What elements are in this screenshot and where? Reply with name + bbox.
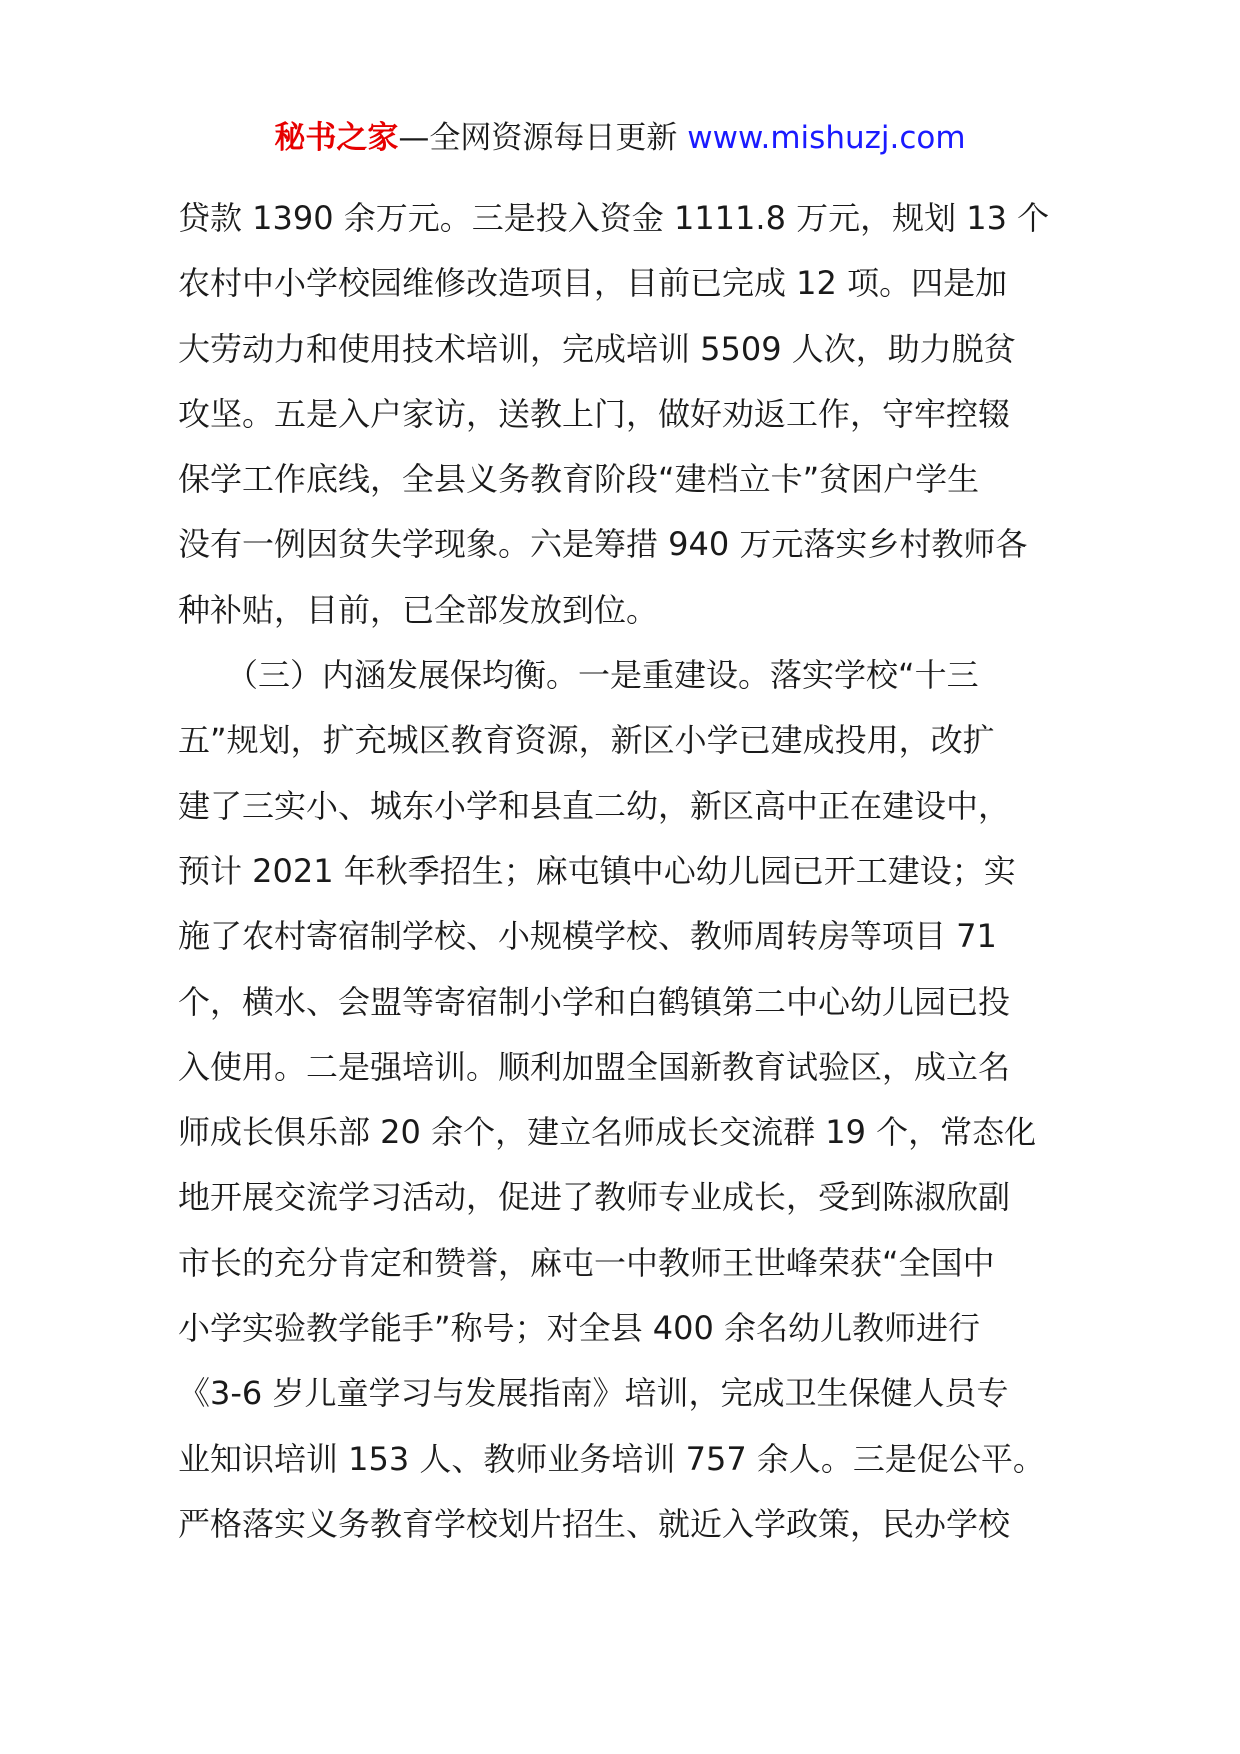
- text-line: 施了农村寄宿制学校、小规模学校、教师周转房等项目 71: [178, 917, 997, 956]
- text-line: 农村中小学校园维修改造项目，目前已完成 12 项。四是加: [178, 264, 1008, 303]
- text-line: 攻坚。五是入户家访，送教上门，做好劝返工作，守牢控辍: [178, 394, 1011, 433]
- document-body: [178, 186, 1098, 1557]
- text-line: 严格落实义务教育学校划片招生、就近入学政策，民办学校: [178, 1504, 1011, 1543]
- header-tagline: —全网资源每日更新: [398, 120, 688, 156]
- text-line: 市长的充分肯定和赞誉，麻屯一中教师王世峰荣获“全国中: [178, 1243, 995, 1282]
- text-line: 贷款 1390 余万元。三是投入资金 1111.8 万元，规划 13 个: [178, 199, 1050, 237]
- brand-name: 秘书之家: [274, 120, 399, 156]
- text-line: 种补贴，目前，已全部发放到位。: [178, 590, 659, 629]
- text-line: 业知识培训 153 人、教师业务培训 757 余人。三是促公平。: [178, 1439, 1045, 1478]
- page-header: [0, 116, 1240, 160]
- text-line: 《3-6 岁儿童学习与发展指南》培训，完成卫生保健人员专: [178, 1374, 1009, 1413]
- text-line: 大劳动力和使用技术培训，完成培训 5509 人次，助力脱贫: [178, 329, 1016, 368]
- text-line: 五”规划，扩充城区教育资源，新区小学已建成投用，改扩: [178, 721, 995, 760]
- text-line: 预计 2021 年秋季招生；麻屯镇中心幼儿园已开工建设；实: [178, 851, 1016, 890]
- text-line: 地开展交流学习活动，促进了教师专业成长，受到陈淑欣副: [178, 1178, 1011, 1217]
- section-heading-line: （三）内涵发展保均衡。一是重建设。落实学校“十三: [178, 656, 979, 695]
- text-line: 入使用。二是强培训。顺利加盟全国新教育试验区，成立名: [178, 1047, 1011, 1086]
- text-line: 小学实验教学能手”称号；对全县 400 余名幼儿教师进行: [178, 1309, 981, 1348]
- text-line: 建了三实小、城东小学和县直二幼，新区高中正在建设中，: [178, 786, 1011, 825]
- text-line: 师成长俱乐部 20 余个，建立名师成长交流群 19 个，常态化: [178, 1113, 1037, 1152]
- header-url[interactable]: www.mishuzj.com: [687, 120, 966, 156]
- text-line: 个，横水、会盟等寄宿制小学和白鹤镇第二中心幼儿园已投: [178, 982, 1011, 1021]
- text-line: 没有一例因贫失学现象。六是筹措 940 万元落实乡村教师各: [178, 525, 1028, 564]
- text-line: 保学工作底线，全县义务教育阶段“建档立卡”贫困户学生: [178, 460, 980, 499]
